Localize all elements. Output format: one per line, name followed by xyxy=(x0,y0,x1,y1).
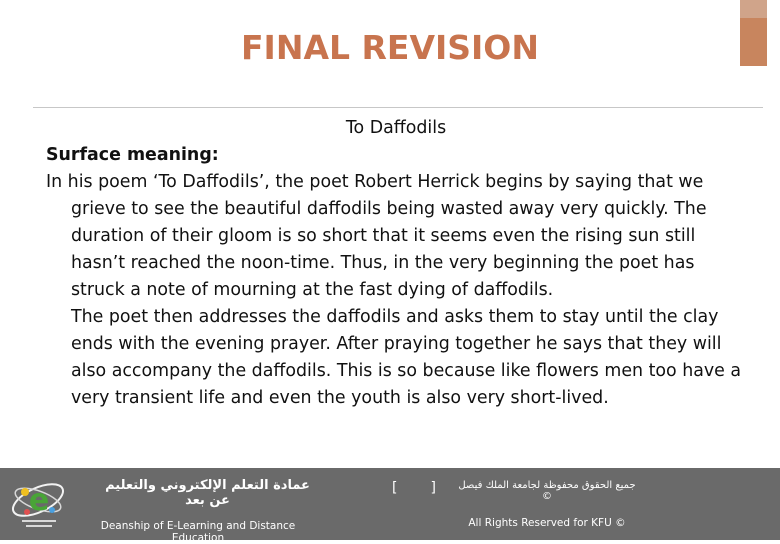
poem-title: To Daffodils xyxy=(345,118,447,138)
page-bracket-left: [ xyxy=(392,480,398,496)
footer-english-rights: All Rights Reserved for KFU © xyxy=(468,517,626,529)
section-heading: Surface meaning: xyxy=(46,145,219,165)
footer-english-deanship: Deanship of E-Learning and Distance Education xyxy=(100,520,296,544)
footer-arabic-deanship: عمادة التعلم الإلكتروني والتعليم عن بعد xyxy=(105,478,310,508)
paragraph-2: The poet then addresses the daffodils and asks them to stay until the clay ends with the evening prayer. After praying together he says that they will also accompany the daffodils. This is so because like flowers men too have a very transient life and even the youth is also very short-lived. xyxy=(71,307,742,408)
title-divider xyxy=(33,107,763,108)
page-bracket-right: ] xyxy=(430,480,436,496)
logo-letter: e xyxy=(28,483,50,518)
footer-bar xyxy=(0,468,780,544)
accent-bar-top xyxy=(740,0,767,18)
paragraph-1: In his poem ‘To Daffodils’, the poet Robert Herrick begins by saying that we grieve to see the beautiful daffodils being wasted away very quickly. The duration of their gloom is so short that it seems even the rising sun still hasn’t reached the noon-time. Thus, in the very beginning the poet has struck a note of mourning at the fast dying of daffodils. xyxy=(46,172,707,300)
elearning-logo-icon xyxy=(8,470,70,532)
slide-title: FINAL REVISION xyxy=(241,28,539,67)
slide-body xyxy=(46,115,746,412)
footer-arabic-rights: جميع الحقوق محفوظة لجامعة الملك فيصل © xyxy=(458,480,636,502)
